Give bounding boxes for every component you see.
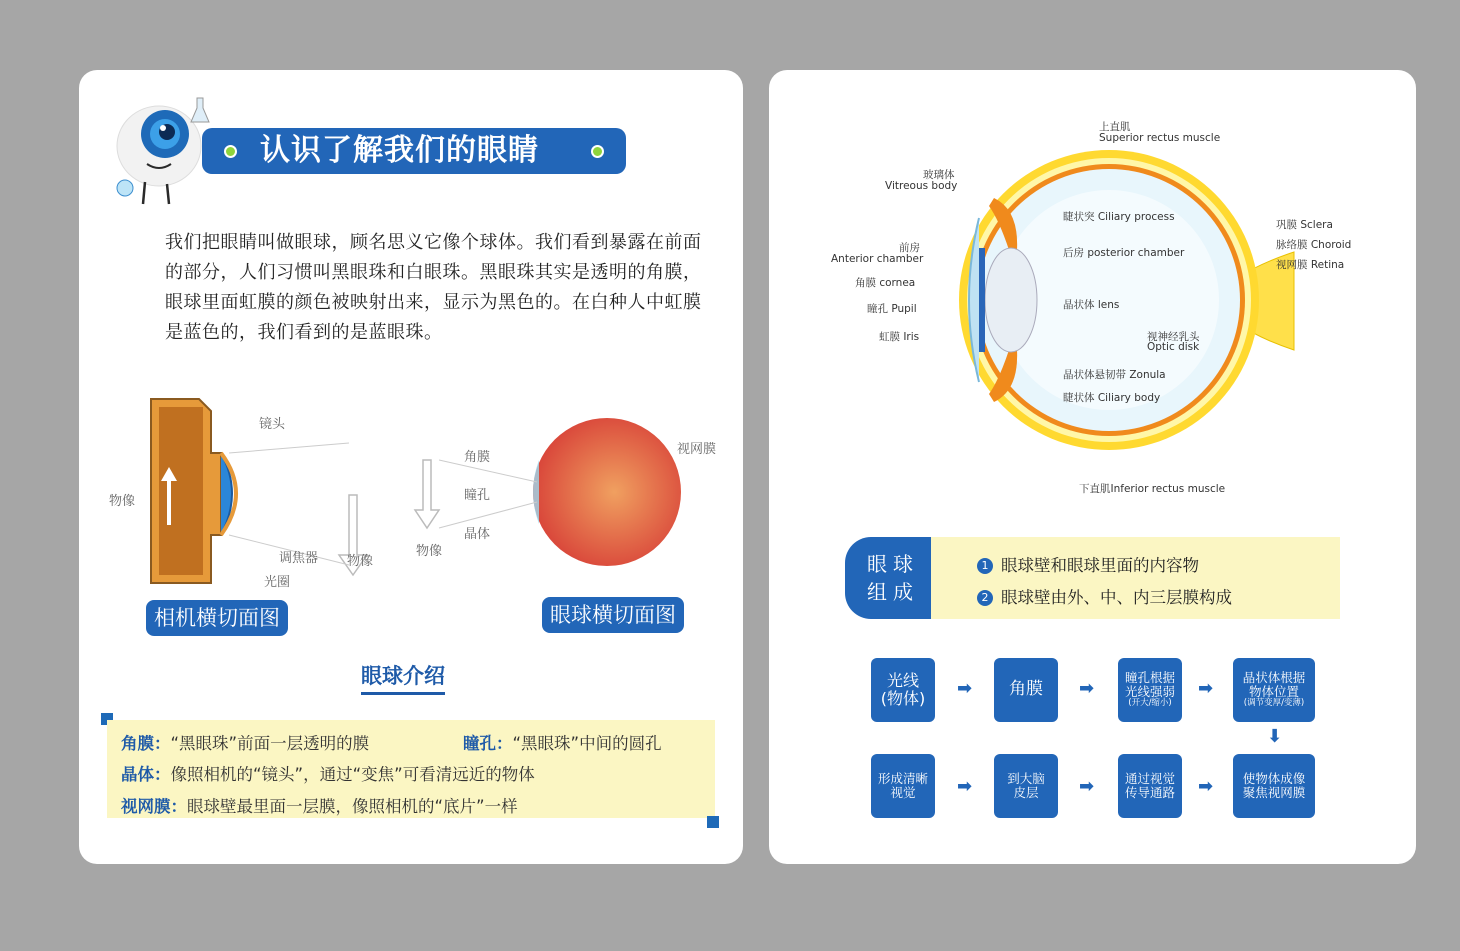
composition-item: 2 眼球壁由外、中、内三层膜构成 (977, 584, 1232, 608)
eye-anatomy-diagram (939, 140, 1334, 480)
flow-step-pupil: 瞳孔根据 光线强弱 (开大/缩小) (1118, 658, 1182, 722)
label-vitreous-cn: 玻璃体 (923, 169, 955, 181)
label-vitreous-en: Vitreous body (885, 180, 958, 192)
flow-step-cornea: 角膜 (994, 658, 1058, 722)
eye-label-pupil: 瞳孔 (464, 488, 491, 503)
label-anterior-cn: 前房 (899, 242, 920, 254)
info-pupil: 瞳孔：“黑眼珠”中间的圆孔 (463, 734, 662, 753)
left-panel (79, 70, 743, 864)
flow-step-light: 光线 (物体) (871, 658, 935, 722)
label-lens: 晶状体 lens (1063, 299, 1120, 311)
eye-caption: 眼球横切面图 (542, 597, 684, 633)
page-title-text: 认识了解我们的眼睛 (260, 133, 539, 168)
label-posterior-chamber: 后房 posterior chamber (1063, 247, 1185, 259)
label-pupil: 瞳孔 Pupil (867, 303, 917, 315)
info-lens: 晶体：像照相机的“镜头”，通过“变焦”可看清远近的物体 (121, 765, 535, 784)
arrow-right-icon: ➡ (1079, 678, 1095, 699)
label-ciliary-body: 睫状体 Ciliary body (1063, 392, 1161, 404)
composition-item: 1 眼球壁和眼球里面的内容物 (977, 552, 1199, 576)
label-sclera: 巩膜 Sclera (1276, 219, 1333, 231)
composition-box (931, 537, 1340, 619)
bullet-icon (591, 145, 604, 158)
eyeball-mascot-icon (107, 94, 217, 212)
label-superior-en: Superior rectus muscle (1099, 132, 1221, 144)
composition-tab: 眼球 组成 (845, 537, 933, 619)
info-cornea: 角膜：“黑眼珠”前面一层透明的膜 (121, 734, 370, 753)
info-box (107, 720, 715, 818)
arrow-down-icon: ⬇ (1267, 726, 1283, 747)
camera-label-image: 物像 (109, 494, 136, 509)
label-zonula: 晶状体悬韧带 Zonula (1063, 369, 1166, 381)
flow-step-focus: 使物体成像 聚焦视网膜 (1233, 754, 1315, 818)
flow-step-vision: 形成清晰 视觉 (871, 754, 935, 818)
label-choroid: 脉络膜 Choroid (1276, 239, 1352, 251)
label-superior-cn: 上直肌 (1099, 121, 1131, 133)
flow-step-pathway: 通过视觉 传导通路 (1118, 754, 1182, 818)
flow-step-lens: 晶状体根据 物体位置 (调节变厚/变薄) (1233, 658, 1315, 722)
label-iris: 虹膜 Iris (879, 331, 920, 343)
label-retina: 视网膜 Retina (1276, 259, 1345, 271)
label-inferior: 下直肌Inferior rectus muscle (1079, 483, 1226, 495)
info-retina: 视网膜：眼球壁最里面一层膜，像照相机的“底片”一样 (121, 797, 518, 816)
arrow-right-icon: ➡ (1079, 776, 1095, 797)
bullet-icon (224, 145, 237, 158)
section-title: 眼球介绍 (361, 660, 445, 695)
intro-paragraph: 我们把眼睛叫做眼球，顾名思义它像个球体。我们看到暴露在前面的部分，人们习惯叫黑眼珠和白眼珠。黑眼珠其实是透明的角膜，眼球里面虹膜的颜色被映射出来，显示为黑色的。在白种人中虹膜是蓝色的，我们看到的是蓝眼珠。 (165, 232, 702, 343)
label-optic-en: Optic disk (1147, 341, 1200, 353)
page-title (202, 128, 626, 174)
arrow-right-icon: ➡ (1198, 776, 1214, 797)
camera-label-lens: 镜头 (259, 417, 286, 432)
label-ciliary-process: 睫状突 Ciliary process (1063, 211, 1175, 223)
camera-label-object: 物像 (347, 554, 374, 569)
eyeball-cross-section (409, 410, 689, 580)
camera-label-focuser: 调焦器 (279, 551, 319, 566)
eye-label-cornea: 角膜 (464, 450, 491, 465)
right-panel (769, 70, 1416, 864)
camera-caption: 相机横切面图 (146, 600, 288, 636)
eye-label-image: 物像 (416, 544, 443, 559)
arrow-right-icon: ➡ (957, 776, 973, 797)
arrow-right-icon: ➡ (957, 678, 973, 699)
eye-label-crystalline: 晶体 (464, 527, 491, 542)
camera-label-aperture: 光圈 (264, 575, 291, 590)
flow-step-cortex: 到大脑 皮层 (994, 754, 1058, 818)
label-anterior-en: Anterior chamber (831, 253, 924, 265)
corner-square-icon (707, 816, 719, 828)
label-optic-cn: 视神经乳头 (1147, 331, 1200, 343)
eye-label-retina: 视网膜 (677, 442, 717, 457)
arrow-right-icon: ➡ (1198, 678, 1214, 699)
label-cornea: 角膜 cornea (855, 277, 916, 289)
